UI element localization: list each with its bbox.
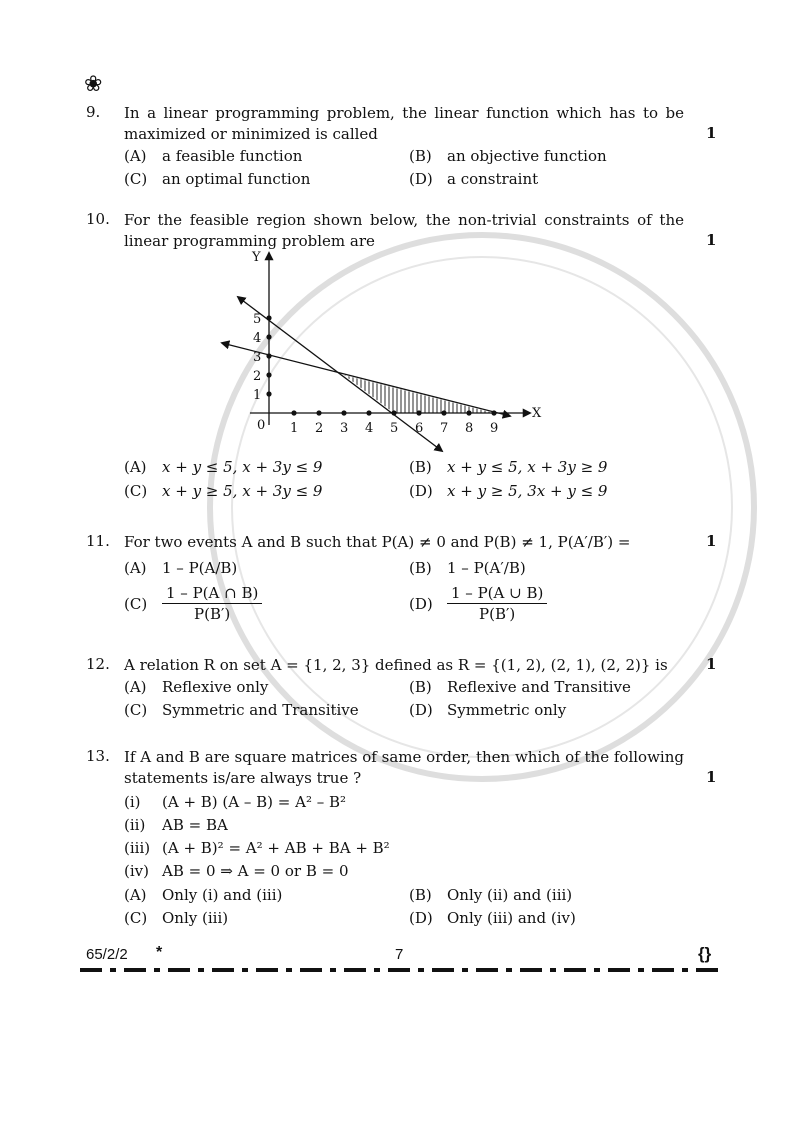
x-tick-label: 6 bbox=[415, 421, 424, 436]
option-b[interactable]: (B) x + y ≤ 5, x + 3y ≥ 9 bbox=[409, 458, 608, 476]
x-tick-label: 1 bbox=[290, 421, 299, 436]
option-d[interactable]: (D) x + y ≥ 5, 3x + y ≤ 9 bbox=[409, 482, 608, 500]
x-tick-label: 4 bbox=[365, 421, 374, 436]
y-tick-label: 2 bbox=[253, 369, 262, 384]
option-b[interactable]: (B) Reflexive and Transitive bbox=[409, 678, 631, 696]
x-tick-label: 3 bbox=[340, 421, 349, 436]
option-b[interactable]: (B) Only (ii) and (iii) bbox=[409, 886, 573, 904]
question-marks: 1 bbox=[706, 768, 717, 786]
y-tick-label: 3 bbox=[253, 350, 262, 365]
footer-star: * bbox=[156, 944, 163, 961]
option-d[interactable]: (D) Symmetric only bbox=[409, 701, 567, 719]
y-tick-label: 5 bbox=[253, 312, 262, 327]
option-b[interactable]: (B) 1 – P(A′/B) bbox=[409, 559, 526, 577]
option-c[interactable]: (C) x + y ≥ 5, x + 3y ≤ 9 bbox=[124, 482, 323, 500]
question-number: 12. bbox=[86, 655, 110, 673]
question-marks: 1 bbox=[706, 124, 717, 142]
header-flower-symbol: ❀ bbox=[84, 72, 103, 97]
x-tick-label: 8 bbox=[465, 421, 474, 436]
x-axis-label: X bbox=[532, 406, 542, 421]
question-marks: 1 bbox=[706, 655, 717, 673]
fraction: $\frac{1 - P(A \cup B)}{P(B')}$ bbox=[447, 584, 547, 623]
x-tick-label: 9 bbox=[490, 421, 499, 436]
line-x-plus-3y-eq-9 bbox=[222, 343, 510, 416]
fraction: $\frac{1 - P(A \cap B)}{P(B')}$ bbox=[162, 584, 262, 623]
statement-iv: (iv) AB = 0 ⇒ A = 0 or B = 0 bbox=[124, 862, 349, 880]
x-tick-label: 7 bbox=[440, 421, 449, 436]
question-marks: 1 bbox=[706, 532, 717, 550]
option-a[interactable]: (A) Only (i) and (iii) bbox=[124, 886, 283, 904]
option-c[interactable]: (C) an optimal function bbox=[124, 170, 311, 188]
x-tick-label: 2 bbox=[315, 421, 324, 436]
option-d[interactable]: (D) Only (iii) and (iv) bbox=[409, 909, 576, 927]
footer-dash-dot-line bbox=[80, 966, 725, 974]
option-a[interactable]: (A) x + y ≤ 5, x + 3y ≤ 9 bbox=[124, 458, 323, 476]
origin-label: 0 bbox=[257, 418, 266, 433]
question-stem: A relation R on set A = {1, 2, 3} defined as R = {(1, 2), (2, 1), (2, 2)} is bbox=[124, 656, 668, 674]
option-a[interactable]: (A) Reflexive only bbox=[124, 678, 269, 696]
question-number: 13. bbox=[86, 747, 110, 765]
footer-braces: {} bbox=[698, 944, 712, 963]
option-d[interactable]: (D) $\frac{1 - P(A \cup B)}{P(B')}$ bbox=[409, 584, 547, 623]
option-c[interactable]: (C) $\frac{1 - P(A \cap B)}{P(B')}$ bbox=[124, 584, 262, 623]
option-a[interactable]: (A) a feasible function bbox=[124, 147, 303, 165]
option-c[interactable]: (C) Symmetric and Transitive bbox=[124, 701, 359, 719]
question-number: 11. bbox=[86, 532, 110, 550]
statement-iii: (iii) (A + B)² = A² + AB + BA + B² bbox=[124, 839, 390, 857]
question-number: 9. bbox=[86, 103, 101, 121]
feasible-region-graph bbox=[200, 245, 560, 460]
question-stem: If A and B are square matrices of same order, then which of the following statements is/are always true ? bbox=[124, 748, 684, 787]
question-number: 10. bbox=[86, 210, 110, 228]
statement-ii: (ii) AB = BA bbox=[124, 816, 228, 834]
page-number: 7 bbox=[395, 946, 404, 963]
option-c[interactable]: (C) Only (iii) bbox=[124, 909, 229, 927]
paper-code: 65/2/2 bbox=[86, 946, 128, 963]
statement-i: (i) (A + B) (A – B) = A² – B² bbox=[124, 793, 347, 811]
y-axis-label: Y bbox=[252, 250, 261, 265]
question-marks: 1 bbox=[706, 231, 717, 249]
question-stem: For the feasible region shown below, the non-trivial constraints of the linear programming problem are bbox=[124, 211, 684, 250]
option-b[interactable]: (B) an objective function bbox=[409, 147, 607, 165]
question-stem: In a linear programming problem, the linear function which has to be maximized or minimized is called bbox=[124, 104, 684, 143]
x-tick-label: 5 bbox=[390, 421, 399, 436]
option-d[interactable]: (D) a constraint bbox=[409, 170, 539, 188]
y-tick-label: 1 bbox=[253, 388, 262, 403]
question-stem: For two events A and B such that P(A) ≠ 0 and P(B) ≠ 1, P(A′/B′) = bbox=[124, 533, 631, 551]
option-a[interactable]: (A) 1 – P(A/B) bbox=[124, 559, 238, 577]
y-tick-label: 4 bbox=[253, 331, 262, 346]
